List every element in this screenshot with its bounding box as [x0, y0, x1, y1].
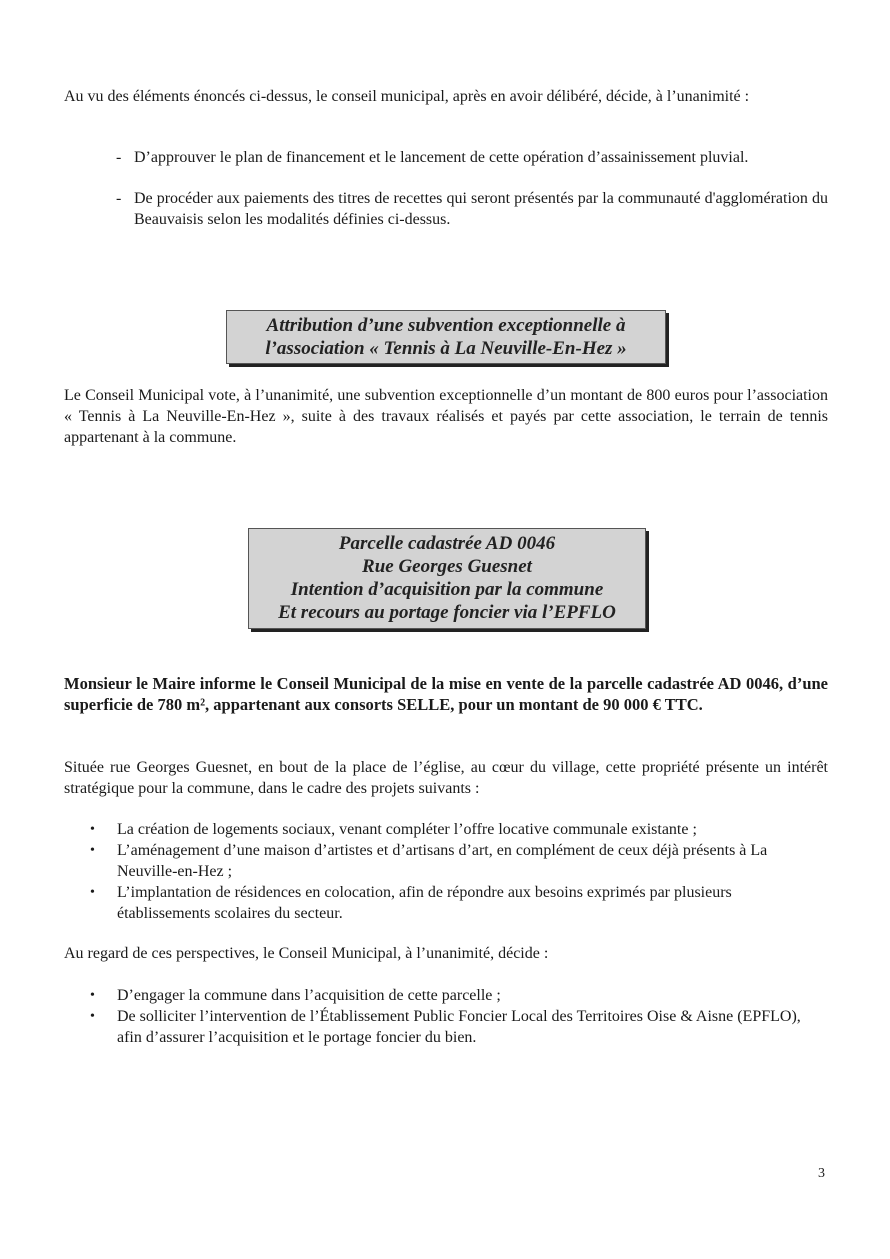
- parcelle-lead: Monsieur le Maire informe le Conseil Municipal de la mise en vente de la parcelle cadastrée AD 0046, d’une superficie de 780 m², appartenant aux consorts SELLE, pour un montant de 90 000 € TTC.: [64, 674, 828, 714]
- bullet-marker: •: [90, 885, 95, 900]
- list-item-text: D’approuver le plan de financement et le lancement de cette opération d’assainissement pluvial.: [134, 149, 749, 166]
- decisions-list: [64, 985, 828, 1048]
- heading-line: Parcelle cadastrée AD 0046: [338, 533, 556, 554]
- page-number: 3: [818, 1166, 825, 1181]
- bullet-marker: •: [90, 988, 95, 1003]
- list-item-text: L’implantation de résidences en colocation, afin de répondre aux besoins exprimés par plusieurs établissements scolaires du secteur.: [117, 884, 732, 922]
- heading-line: Rue Georges Guesnet: [362, 556, 532, 577]
- decision-intro: Au vu des éléments énoncés ci-dessus, le conseil municipal, après en avoir délibéré, décide, à l’unanimité :: [64, 88, 750, 105]
- list-item-text: De procéder aux paiements des titres de recettes qui seront présentés par la communauté d'agglomération du Beauvaisis selon les modalités définies ci-dessus.: [134, 190, 828, 228]
- list-item: [64, 819, 828, 840]
- list-item: [64, 188, 828, 230]
- decision-list: [64, 147, 828, 230]
- bullet-marker: •: [90, 822, 95, 837]
- list-item-text: D’engager la commune dans l’acquisition de cette parcelle ;: [117, 987, 501, 1004]
- list-item-text: La création de logements sociaux, venant compléter l’offre locative communale existante ;: [117, 821, 697, 838]
- bullet-marker: •: [90, 1009, 95, 1024]
- subvention-body: Le Conseil Municipal vote, à l’unanimité, une subvention exceptionnelle d’un montant de 800 euros pour l’association « Tennis à La Neuville-En-Hez », suite à des travaux réalisés et payés par cette association, le terrain de tennis appartenant à la commune.: [64, 387, 828, 446]
- list-item: [64, 882, 828, 924]
- heading-subvention: [226, 310, 666, 364]
- list-item-text: L’aménagement d’une maison d’artistes et d’artisans d’art, en complément de ceux déjà présents à La Neuville-en-Hez ;: [117, 842, 768, 880]
- heading-line: l’association « Tennis à La Neuville-En-Hez »: [265, 338, 627, 359]
- heading-line: Intention d’acquisition par la commune: [290, 579, 604, 600]
- list-item: [64, 840, 828, 882]
- projects-list: [64, 819, 828, 924]
- dash-marker: -: [116, 149, 122, 166]
- list-item: [64, 985, 828, 1006]
- list-item-text: De solliciter l’intervention de l’Établissement Public Foncier Local des Territoires Oise & Aisne (EPFLO), afin d’assurer l’acquisition et le portage foncier du bien.: [117, 1008, 801, 1046]
- bullet-marker: •: [90, 843, 95, 858]
- dash-marker: -: [116, 190, 122, 207]
- heading-parcelle: [248, 528, 646, 629]
- list-item: [64, 147, 828, 168]
- heading-line: Et recours au portage foncier via l’EPFLO: [278, 602, 616, 623]
- list-item: [64, 1006, 828, 1048]
- parcelle-context: Située rue Georges Guesnet, en bout de la place de l’église, au cœur du village, cette propriété présente un intérêt stratégique pour la commune, dans le cadre des projets suivants :: [64, 759, 828, 797]
- heading-line: Attribution d’une subvention exceptionnelle à: [266, 315, 626, 336]
- decision-intro-2: Au regard de ces perspectives, le Conseil Municipal, à l’unanimité, décide :: [64, 945, 549, 962]
